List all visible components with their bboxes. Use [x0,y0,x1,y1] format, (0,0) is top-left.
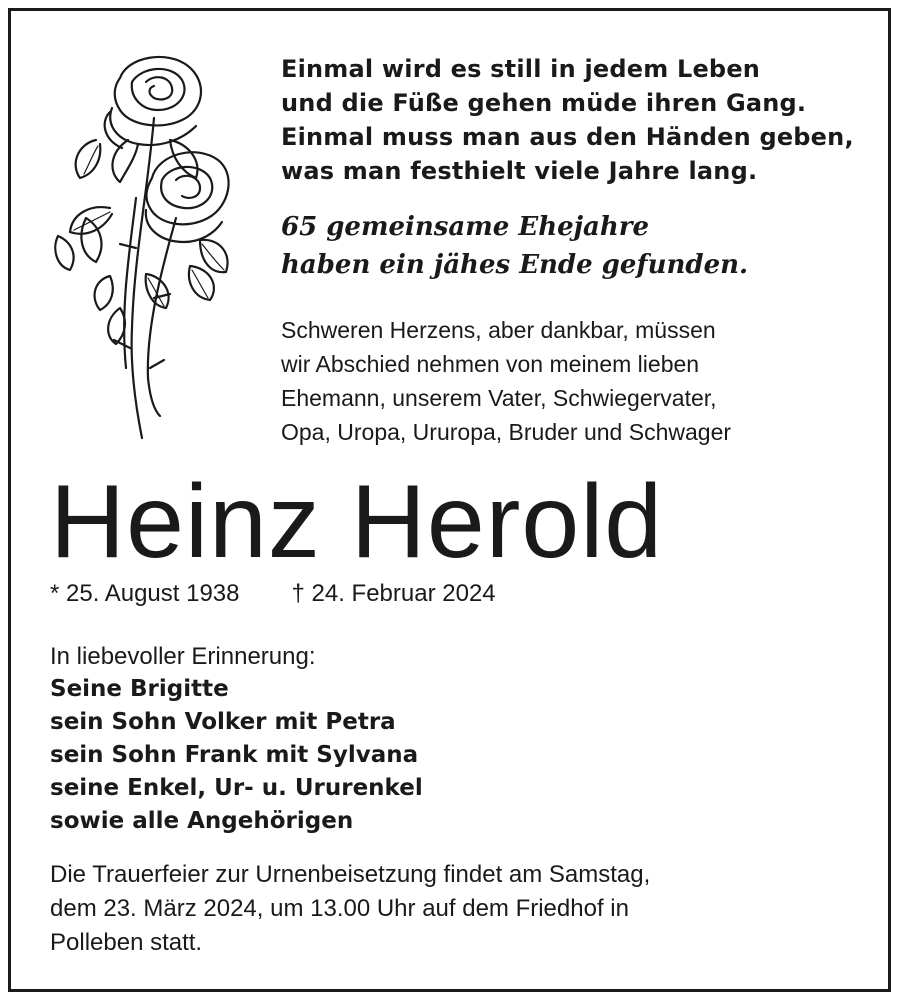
service-line: Die Trauerfeier zur Urnenbeisetzung findet am Samstag, [50,861,651,888]
death-date: † 24. Februar 2024 [291,580,496,607]
intro-line: Opa, Uropa, Ururopa, Bruder und Schwager [281,419,732,445]
deceased-name: Heinz Herold [50,464,664,580]
birth-date: * 25. August 1938 [50,580,240,607]
life-dates [50,578,496,610]
memory-heading: In liebevoller Erinnerung: [50,643,316,670]
poem-line: was man festhielt viele Jahre lang. [281,157,758,185]
intro-line: wir Abschied nehmen von meinem lieben [281,351,700,377]
poem [281,52,854,188]
poem-line: und die Füße gehen müde ihren Gang. [281,89,807,117]
poem-line: Einmal wird es still in jedem Leben [281,55,761,83]
poem-line: Einmal muss man aus den Händen geben, [281,123,854,151]
service-line: dem 23. März 2024, um 13.00 Uhr auf dem Friedhof in [50,895,629,922]
farewell-intro [281,313,731,449]
subtitle-line: haben ein jähes Ende gefunden. [281,250,749,280]
mourners-list [50,673,423,838]
mourner: sowie alle Angehörigen [50,808,354,834]
mourner: sein Sohn Frank mit Sylvana [50,742,419,768]
service-line: Polleben statt. [50,929,203,956]
marriage-subtitle [281,208,748,284]
funeral-service-info [50,858,650,960]
rose-illustration-icon [50,48,232,443]
mourner: sein Sohn Volker mit Petra [50,709,396,735]
mourner: Seine Brigitte [50,676,229,702]
subtitle-line: 65 gemeinsame Ehejahre [281,212,650,242]
intro-line: Ehemann, unserem Vater, Schwiegervater, [281,385,717,411]
mourner: seine Enkel, Ur- u. Ururenkel [50,775,423,801]
intro-line: Schweren Herzens, aber dankbar, müssen [281,317,716,343]
